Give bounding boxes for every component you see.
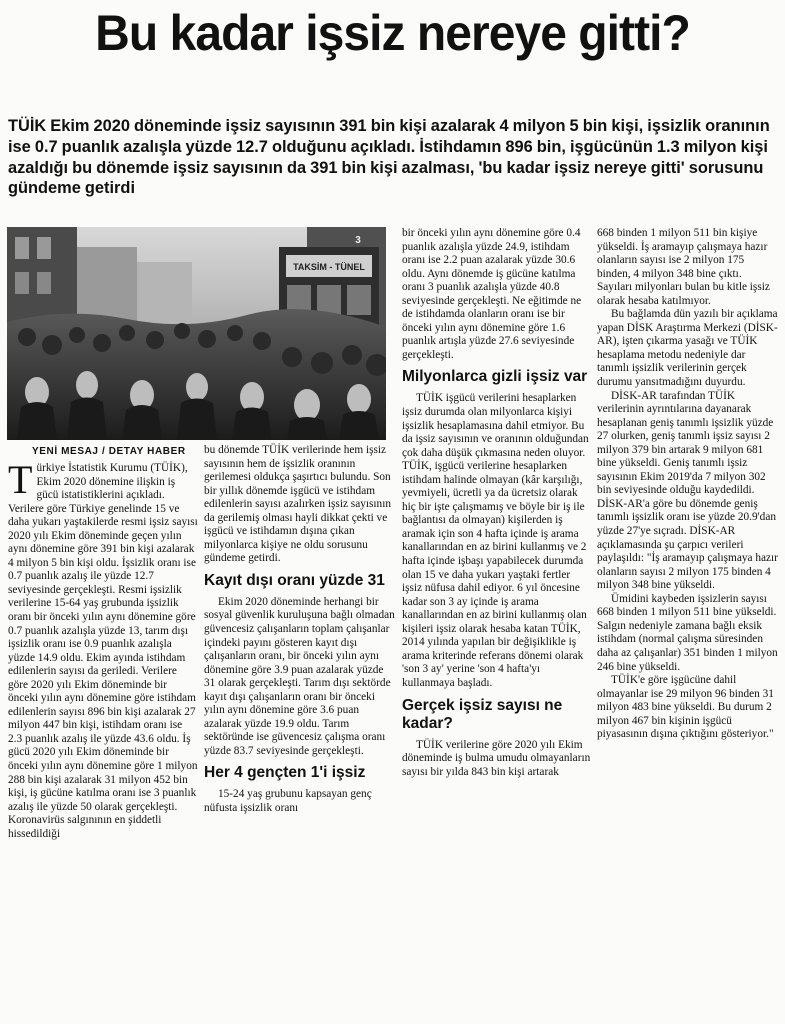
column-3-paragraph: bir önceki yılın aynı dönemine göre 0.4 puanlık azalışla yüzde 24.9, istihdam oranı ise 2.2 puan azalarak yüzde 30.6 oldu. Aynı dönemde iş gücüne katılma oranı 3 puanlık azalışla yüzde 40.8 seviyesinde gerçekleşti. Ne eğitimde ne de istihdamda olanların oranı ise bir önceki yılın aynı dönemine göre 1.6 puanlık artışla yüzde 27.6 seviyesinde gerçekleşti. xyxy=(402,227,582,361)
article-column-1 xyxy=(8,457,198,841)
article-column-4 xyxy=(597,227,779,742)
article-column-3 xyxy=(402,227,592,779)
column-2-paragraph: Ekim 2020 döneminde herhangi bir sosyal güvenlik kuruluşuna bağlı olmadan güvencesiz çalışanların toplam çalışanlar içindeki payını gösteren kayıt dışı çalışanların oranı, bir önceki yılın aynı dönemine göre 3.9 puan azalarak yüzde 31 olarak gerçekleşti. Tarım dışı sektörde kayıt dışı çalışanların oranı bir önceki yılın aynı dönemine göre 3.6 puan azalarak yüzde 19.9 oldu. Tarım sektöründe ise güvencesiz çalışma oranı yüzde 83.7 seviyesinde gerçekleşti. xyxy=(204,595,395,757)
tram-number: 3 xyxy=(355,235,361,246)
tram-destination-sign: TAKSİM - TÜNEL xyxy=(293,262,365,272)
column-2-paragraph: bu dönemde TÜİK verilerinde hem işsiz sayısının hem de işsizlik oranının gerilemesi oldukça şaşırtıcı bulundu. Son bir yıllık dönemde işgücü ve istihdam edilenlerin sayısı azalırken işsiz sayısının da gerilemiş olması hayli dikkat çekti ve işgücü ve istihdamın dışına çıkan milyonlarca kişiye ne oldu sorusunu gündeme getirdi. xyxy=(204,444,391,565)
column-3-paragraph: TÜİK işgücü verilerini hesaplarken işsiz durumda olan milyonlarca kişiyi işsizlik hesaplamasına dahil etmiyor. Bu da işsiz sayısının ve oranının olduğundan çok daha düşük çıkmasına neden oluyor. TÜİK, işgücü verilerine hesaplarken istihdam halinde olmayan (kâr karşılığı, yevmiyeli, ücretli ya da ücretsiz olarak hiç bir işte çalışmamış ve böyle bir iş ile bağlantısı da olmayan) kişilerden iş aramak için son 4 hafta içinde iş arama kanallarından en az birini kullanmış ve 2 hafta içinde işbaşı yapabilecek durumda olan 15 ve daha yukarı yaştaki fertler işsiz nüfusa dahil ediyor. 6 yıl öncesine kadar son 3 ay içinde iş arama kanallarından en az birini kullanmış olan kişileri işsiz olarak hesaba katan TÜİK, 2014 yılında yapılan bir değişiklikle iş arama kriterinde referans dönemi olarak 'son 3 ay' yerine 'son 4 hafta'yı kullanmaya başladı. xyxy=(402,392,589,689)
subheading-gencler: Her 4 gençten 1'i işsiz xyxy=(204,764,366,782)
column-4-paragraph: DİSK-AR tarafından TÜİK verilerinin ayrıntılarına dayanarak hesaplanan geniş tanımlı işsizlik yüzde 27 olurken, geniş tanımlı işsiz sayısı 2 milyon 379 bin artarak 9 milyon 681 bine yükseldi. Geniş tanımlı işsiz sayısının Ekim 2019'da 7 milyon 302 bin seviyesinde olduğu kaydedildi. DİSK-AR'a göre bu dönemde geniş tanımlı işsizlik oranı ise yüzde 20.9'dan yüzde 27'ye sıçradı. DİSK-AR açıklamasında şu çarpıcı verileri paylaşıldı: "İş aramayıp çalışmaya hazır olanların sayısı 2 milyon 175 binden 4 milyon 348 bine yükseldi. xyxy=(597,389,778,592)
column-3-paragraph: TÜİK verilerine göre 2020 yılı Ekim döneminde iş bulma umudu olmayanların sayısı bir yılda 843 bin kişi artarak xyxy=(402,738,591,778)
subheading-gizli-issiz: Milyonlarca gizli işsiz var xyxy=(402,368,588,386)
column-1-paragraph xyxy=(8,457,198,841)
column-4-paragraph: Bu bağlamda dün yazılı bir açıklama yapan DİSK Araştırma Merkezi (DİSK-AR), işten çıkarma yasağı ve TÜİK hesaplama metodu nedeniyle dar tanımlı işsizlik verilerinin gerçek durumu yansıtmadığını duyurdu. xyxy=(597,308,778,389)
column-2-paragraph: 15-24 yaş grubunu kapsayan genç nüfusta işsizlik oranı xyxy=(204,788,372,815)
headline: Bu kadar işsiz nereye gitti? xyxy=(95,5,690,61)
subheading-gercek-issiz: Gerçek işsiz sayısı ne kadar? xyxy=(402,696,563,732)
subheading-kayit-disi: Kayıt dışı oranı yüzde 31 xyxy=(204,571,385,589)
article-column-2 xyxy=(204,444,396,816)
byline: YENİ MESAJ / DETAY HABER xyxy=(32,446,186,457)
column-4-paragraph: 668 binden 1 milyon 511 bin kişiye yükseldi. İş aramayıp çalışmaya hazır olanların sayısı ise 2 milyon 175 binden, 4 milyon 348 bine çıktı. Sayıları milyonları bulan bu kitle işsiz olarak hesaba katılmıyor. xyxy=(597,227,770,307)
crowd-photo-graphic xyxy=(7,227,386,440)
column-1-text: ürkiye İstatistik Kurumu (TÜİK), Ekim 2020 dönemine ilişkin iş gücü istatistiklerini açıkladı. Verilere göre Türkiye genelinde 15 ve daha yukarı yaştakilerde resmi işsiz sayısı 2020 yılı Ekim döneminde geçen yılın aynı dönemine göre 391 bin kişi azalarak 4 milyon 5 bin kişi oldu. İşsizlik oranı ise 0.7 puanlık azalış ile yüzde 12.7 seviyesinde gerçekleşti. Resmi işsizlik verilerine 15-64 yaş grubunda işsizlik oranı bir önceki yılın aynı dönemine göre 0.7 puanlık azalışla yüzde 13, tarım dışı işsizlik oranı ise 0.9 puanlık azalışla yüzde 14.9 oldu. Ekim ayında istihdam edilenlerin sayısı da geriledi. Verilere göre 2020 yılı Ekim döneminde bir önceki yılın aynı dönemine göre istihdam edilenlerin sayısı 896 bin kişi azalarak 27 milyon 447 bin kişi, istihdam oranı ise 2.3 puanlık azalış ile yüzde 43.6 oldu. İş gücü 2020 yılı Ekim döneminde bir önceki yılın aynı dönemine göre 1 milyon 288 bin kişi azalarak 31 milyon 452 bin kişi, iş gücüne katılma oranı ise 3 puanlık azalış ile yüzde 50 olarak gerçekleşti. Koronavirüs salgınının en şiddetli hissedildiği xyxy=(8,462,198,840)
column-4-paragraph: Ümidini kaybeden işsizlerin sayısı 668 binden 1 milyon 511 bine yükseldi. Salgın nedeniyle zamana bağlı eksik istihdam (normal çalışma süresinden daha az çalışanlar) 351 binden 1 milyon 246 bine yükseldi. xyxy=(597,592,778,673)
column-4-paragraph: TÜİK'e göre işgücüne dahil olmayanlar ise 29 milyon 96 binden 31 milyon 483 bine yükseldi. Bu durum 2 milyon 467 bin kişinin işgücü piyasasının dışına çıktığını gösteriyor." xyxy=(597,674,774,741)
crowd-photo xyxy=(7,227,386,440)
drop-cap: T xyxy=(8,457,33,502)
article-summary: TÜİK Ekim 2020 döneminde işsiz sayısının 391 bin kişi azalarak 4 milyon 5 bin kişi, işsizlik oranının ise 0.7 puanlık azalışla yüzde 12.7 olduğunu açıkladı. İstihdamın 896 bin, işgücünün 1.3 milyon kişi azaldığı bu dönemde işsiz sayısının da 391 bin kişi azalması, 'bu kadar işsiz nereye gitti' sorusunu gündeme getirdi xyxy=(8,117,770,198)
